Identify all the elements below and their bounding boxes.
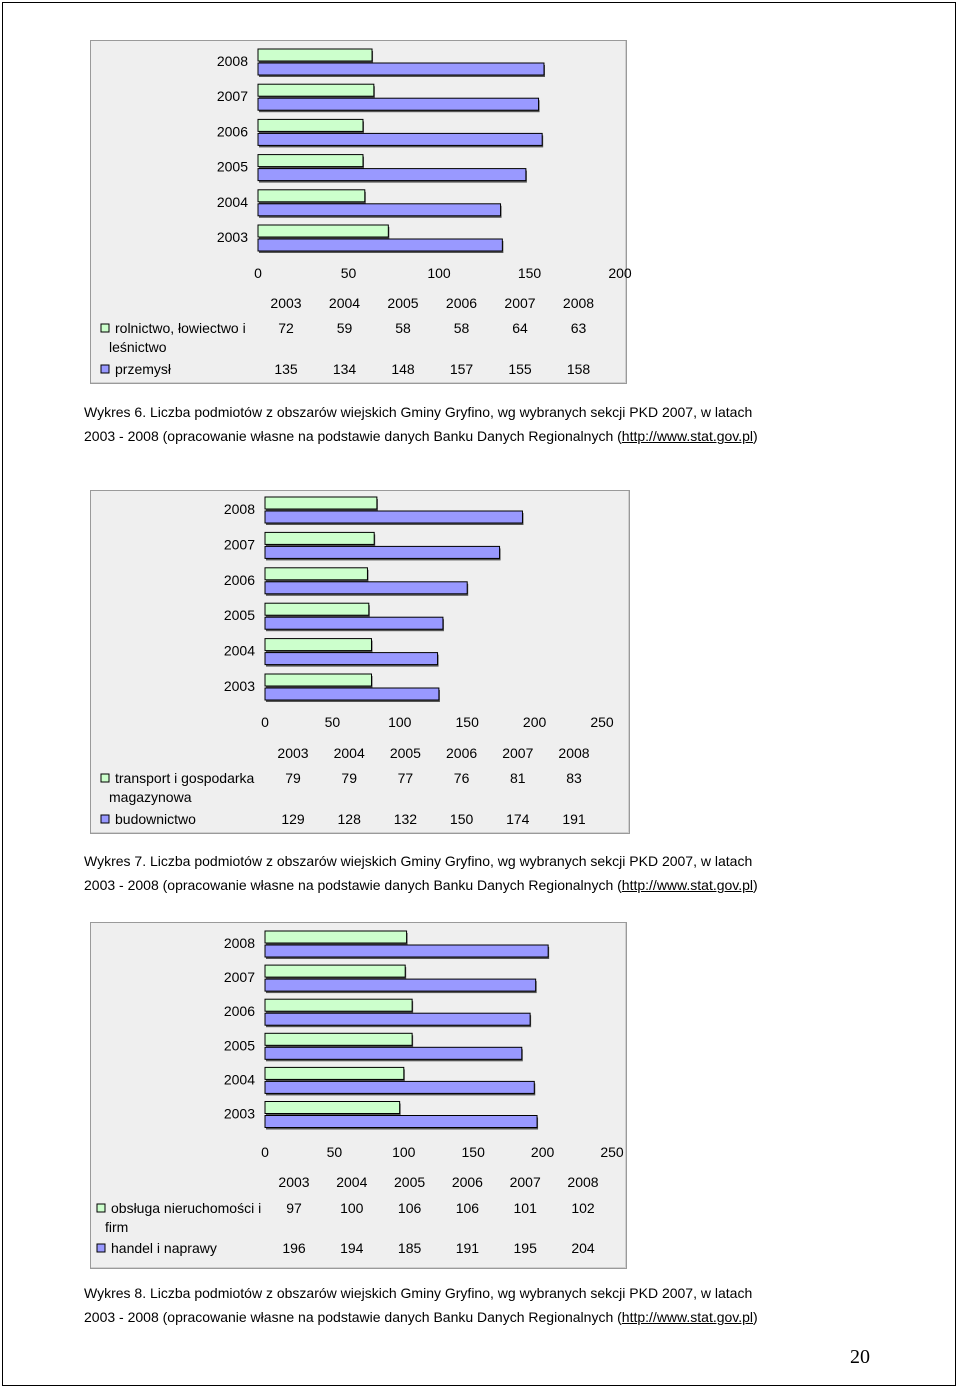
table-value-cell: 191 [562,811,586,827]
caption-text: 2003 - 2008 (opracowanie własne na podstawie danych Banku Danych Regionalnych ( [84,1309,622,1325]
caption-line-2 [84,424,758,448]
bar-series-1 [265,532,374,544]
chart-wykres-6 [90,40,632,384]
category-label: 2006 [216,123,248,140]
table-value-cell: 158 [566,361,591,377]
legend-label: obsługa nieruchomości i firm [105,1200,262,1235]
category-label: 2006 [223,571,255,588]
table-value-cell: 101 [513,1200,537,1216]
table-value-cell: 134 [332,361,357,377]
bar-series-2 [265,1081,534,1093]
table-value-cell: 128 [337,811,361,827]
category-label: 2003 [223,1105,255,1122]
caption-line-1: Wykres 7. Liczba podmiotów z obszarów wiejskich Gminy Gryfino, wg wybranych sekcji PKD 2007, w latach [84,853,753,869]
x-tick-label: 0 [261,714,269,730]
table-value-cell: 64 [512,320,528,336]
bar-series-1 [265,999,412,1011]
bar-series-2 [258,169,526,181]
table-value-cell: 157 [449,361,474,377]
x-tick-label: 0 [261,1144,269,1160]
legend-swatch [101,815,109,823]
table-value-cell: 59 [336,320,353,336]
legend-swatch [101,365,109,373]
table-value-cell: 81 [510,770,526,786]
legend-label: rolnictwo, łowiectwo i leśnictwo [109,320,246,355]
x-tick-label: 250 [590,714,614,730]
caption-line-1: Wykres 6. Liczba podmiotów z obszarów wiejskich Gminy Gryfino, wg wybranych sekcji PKD 2007, w latach [84,404,753,420]
bar-series-1 [265,965,405,977]
caption-suffix: ) [753,428,758,444]
table-value-cell: 83 [566,770,582,786]
caption-text: 2003 - 2008 (opracowanie własne na podstawie danych Banku Danych Regionalnych ( [84,428,622,444]
caption-wykres-7 [84,849,758,897]
caption-wykres-8 [84,1281,758,1329]
bar-series-1 [265,1102,400,1114]
bar-series-2 [258,204,501,216]
bar-series-1 [265,603,369,615]
source-link[interactable]: http://www.stat.gov.pl [621,877,754,893]
legend-label: przemysł [115,361,172,377]
category-label: 2004 [223,642,255,659]
bar-series-2 [265,617,443,629]
x-tick-label: 50 [340,265,357,281]
table-value-cell: 204 [571,1240,595,1256]
bar-series-2 [265,945,548,957]
bar-series-2 [265,1013,530,1025]
category-label: 2003 [223,678,255,694]
bar-series-2 [258,133,542,145]
caption-suffix: ) [753,1309,758,1325]
bar-series-1 [258,155,363,167]
table-value-cell: 185 [397,1240,422,1256]
table-header-cell: 2007 [504,295,536,311]
category-label: 2008 [223,935,255,951]
x-tick-label: 150 [455,714,479,730]
bar-series-1 [258,190,365,202]
x-tick-label: 100 [392,1144,416,1160]
legend-label: handel i naprawy [111,1240,217,1256]
category-label: 2003 [216,229,248,245]
table-value-cell: 102 [571,1200,595,1216]
x-tick-label: 200 [522,714,547,730]
caption-line-1: Wykres 8. Liczba podmiotów z obszarów wiejskich Gminy Gryfino, wg wybranych sekcji PKD 2007, w latach [84,1285,753,1301]
table-header-cell: 2005 [389,745,421,761]
bar-series-1 [258,119,363,131]
table-header-cell: 2005 [387,295,419,311]
bar-series-2 [265,1047,522,1059]
table-header-cell: 2008 [558,745,590,761]
x-tick-label: 200 [530,1144,555,1160]
bar-series-1 [258,49,372,61]
caption-text: 2003 - 2008 (opracowanie własne na podstawie danych Banku Danych Regionalnych ( [84,877,622,893]
table-value-cell: 196 [282,1240,306,1256]
table-value-cell: 79 [341,770,357,786]
legend-label: transport i gospodarka magazynowa [109,770,255,805]
table-value-cell: 195 [513,1240,537,1256]
category-label: 2007 [216,88,248,105]
bar-series-2 [265,546,500,558]
table-header-cell: 2005 [394,1174,426,1190]
chart-7-svg [91,491,629,833]
chart-wykres-7 [90,490,630,834]
caption-suffix: ) [753,877,758,893]
table-header-cell: 2004 [336,1174,368,1190]
chart-8-svg [91,923,626,1268]
bar-series-1 [265,639,371,651]
category-label: 2004 [223,1071,255,1088]
x-tick-label: 100 [388,714,412,730]
table-value-cell: 194 [340,1240,364,1256]
table-value-cell: 77 [397,770,414,786]
table-header-cell: 2003 [277,745,309,761]
table-header-cell: 2006 [451,1174,483,1190]
legend-swatch [101,324,109,332]
category-label: 2008 [216,53,248,69]
legend-swatch [101,774,109,782]
bar-series-1 [265,931,407,943]
table-value-cell: 72 [278,320,294,336]
bar-series-1 [265,1033,412,1045]
category-label: 2005 [223,1037,255,1054]
category-label: 2005 [216,158,248,175]
table-value-cell: 191 [455,1240,480,1256]
category-label: 2007 [223,536,255,553]
page-number: 20 [850,1346,870,1368]
category-label: 2008 [223,501,255,517]
bar-series-2 [265,1116,537,1128]
chart-wykres-8 [90,922,627,1269]
bar-series-1 [265,674,371,686]
table-header-cell: 2007 [509,1174,541,1190]
caption-line-2 [84,873,758,897]
bar-series-2 [265,688,439,700]
table-header-cell: 2008 [567,1174,599,1190]
bar-series-2 [265,653,438,665]
category-label: 2005 [223,607,255,624]
table-header-cell: 2004 [333,745,365,761]
table-value-cell: 132 [393,811,418,827]
source-link[interactable]: http://www.stat.gov.pl [621,428,754,444]
table-value-cell: 58 [453,320,470,336]
table-value-cell: 174 [506,811,530,827]
x-tick-label: 250 [600,1144,624,1160]
bar-series-2 [258,63,544,75]
table-value-cell: 100 [340,1200,364,1216]
x-tick-label: 150 [517,265,542,281]
bar-series-2 [265,511,522,523]
bar-series-1 [258,84,374,96]
table-header-cell: 2004 [328,295,361,311]
caption-wykres-6 [84,400,758,448]
table-value-cell: 148 [391,361,415,377]
category-label: 2006 [223,1003,255,1020]
x-tick-label: 150 [461,1144,485,1160]
legend-swatch [97,1204,105,1212]
legend-swatch [97,1244,105,1252]
bar-series-1 [258,225,388,237]
source-link[interactable]: http://www.stat.gov.pl [621,1309,754,1325]
x-tick-label: 200 [608,265,632,281]
table-header-cell: 2003 [270,295,302,311]
legend-label: budownictwo [115,811,196,827]
bar-series-2 [258,239,502,251]
caption-line-2 [84,1305,758,1329]
category-label: 2004 [216,193,248,210]
bar-series-2 [265,582,467,594]
bar-series-2 [265,979,536,991]
category-label: 2007 [223,969,255,986]
table-value-cell: 106 [455,1200,480,1216]
bar-series-1 [265,497,377,509]
table-header-cell: 2007 [502,745,534,761]
table-header-cell: 2008 [562,295,595,311]
table-value-cell: 63 [570,320,587,336]
bar-series-1 [265,1067,404,1079]
table-value-cell: 106 [397,1200,422,1216]
x-tick-label: 50 [326,1144,343,1160]
table-value-cell: 155 [508,361,532,377]
table-value-cell: 150 [449,811,474,827]
bar-series-1 [265,568,367,580]
table-value-cell: 79 [285,770,301,786]
table-value-cell: 135 [274,361,298,377]
bar-series-2 [258,98,539,110]
x-tick-label: 50 [324,714,341,730]
table-value-cell: 129 [281,811,305,827]
table-header-cell: 2006 [446,745,478,761]
chart-6-svg [91,41,632,383]
x-tick-label: 100 [427,265,451,281]
table-value-cell: 76 [453,770,470,786]
table-value-cell: 58 [395,320,411,336]
table-header-cell: 2003 [278,1174,310,1190]
table-header-cell: 2006 [445,295,478,311]
table-value-cell: 97 [286,1200,302,1216]
x-tick-label: 0 [254,265,262,281]
